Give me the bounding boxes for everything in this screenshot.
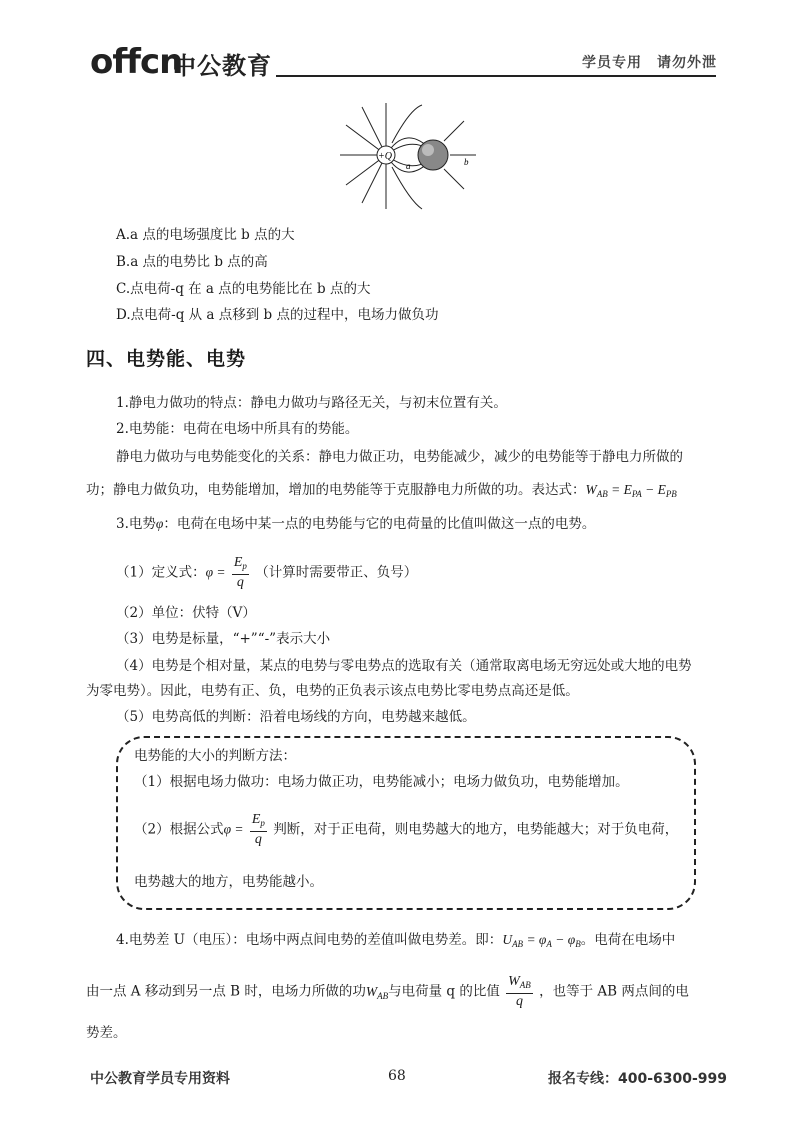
scalar-line: （3）电势是标量，“+”“-”表示大小 bbox=[116, 631, 331, 647]
section-title: 四、电势能、电势 bbox=[86, 348, 247, 370]
logo-offcn: offcn bbox=[90, 42, 183, 82]
electric-field-figure bbox=[340, 103, 480, 213]
voltage-line-3: 势差。 bbox=[86, 1025, 127, 1041]
logo-chinese: 中公教育 bbox=[172, 52, 272, 80]
page-number: 68 bbox=[388, 1068, 406, 1084]
tip-fraction-ep-q: $\frac{E_p}{q}$ bbox=[251, 812, 265, 847]
option-c: C.点电荷-q 在 a 点的电势能比在 b 点的大 bbox=[116, 281, 371, 297]
tip-title: 电势能的大小的判断方法： bbox=[134, 748, 296, 764]
header-tag: 学员专用 请勿外泄 bbox=[582, 55, 717, 71]
voltage-line-1: 4.电势差 U（电压）：电场中两点间电势的差值叫做电势差。即：$U_{AB} = \varphi_A - \varphi_B$。电荷在电场中 bbox=[116, 932, 676, 949]
phi-symbol: φ bbox=[155, 516, 164, 531]
judge-line: （5）电势高低的判断：沿着电场线的方向，电势越来越低。 bbox=[116, 709, 476, 725]
option-b: B.a 点的电势比 b 点的高 bbox=[116, 254, 268, 270]
tip-method-2: （2）根据公式φ = $\frac{E_p}{q}$ 判断，对于正电荷，则电势越大的地方，电势能越大；对于负电荷， bbox=[134, 812, 679, 847]
voltage-formula: $U_{AB} = \varphi_A - \varphi_B$ bbox=[502, 932, 581, 949]
option-d: D.点电荷-q 从 a 点移到 b 点的过程中，电场力做负功 bbox=[116, 307, 439, 323]
point-a-label: a bbox=[406, 161, 411, 171]
paragraph-potential: 3.电势φ：电荷在电场中某一点的电势能与它的电荷量的比值叫做这一点的电势。 bbox=[116, 516, 596, 532]
sphere-highlight bbox=[422, 144, 434, 156]
fraction-ep-q: $\frac{E_p}{q}$ bbox=[233, 555, 247, 590]
charge-label: +Q bbox=[378, 151, 392, 162]
definition-formula: （1）定义式：φ = $\frac{E_p}{q}$ （计算时需要带正、负号） bbox=[116, 555, 418, 590]
option-a: A.a 点的电场强度比 b 点的大 bbox=[116, 227, 295, 243]
field-lines bbox=[340, 103, 476, 209]
paragraph-relation-1: 静电力做功与电势能变化的关系：静电力做正功，电势能减少，减少的电势能等于静电力所做的 bbox=[116, 449, 683, 465]
unit-line: （2）单位：伏特（V） bbox=[116, 605, 256, 621]
footer-hotline: 报名专线：400-6300-999 bbox=[548, 1071, 728, 1087]
tip-method-1: （1）根据电场力做功：电场力做正功，电势能减小；电场力做负功，电势能增加。 bbox=[134, 774, 629, 790]
point-b-label: b bbox=[464, 157, 469, 167]
conducting-sphere bbox=[418, 140, 448, 170]
work-formula: $W_{AB} = E_{PA} - E_{PB}$ bbox=[585, 482, 677, 499]
tip-method-2-cont: 电势越大的地方，电势能越小。 bbox=[134, 874, 323, 890]
voltage-line-2: 由一点 A 移动到另一点 B 时，电场力所做的功$W_{AB}$与电荷量 q 的比值 $\frac{W_{AB}}{q}$ ，也等于 AB 两点间的电 bbox=[86, 974, 689, 1009]
relation-text: 功；静电力做负功，电势能增加，增加的电势能等于克服静电力所做的功。表达式： bbox=[86, 482, 586, 498]
paragraph-work-feature: 1.静电力做功的特点：静电力做功与路径无关，与初末位置有关。 bbox=[116, 395, 507, 411]
relative-line-2: 为零电势）。因此，电势有正、负，电势的正负表示该点电势比零电势点高还是低。 bbox=[86, 683, 579, 699]
header-divider bbox=[276, 75, 716, 77]
relative-line-1: （4）电势是个相对量，某点的电势与零电势点的选取有关（通常取离电场无穷远处或大地的电势 bbox=[116, 658, 692, 674]
paragraph-relation-2 bbox=[86, 480, 677, 504]
paragraph-potential-energy: 2.电势能：电荷在电场中所具有的势能。 bbox=[116, 421, 359, 437]
footer-left: 中公教育学员专用资料 bbox=[90, 1071, 230, 1087]
fraction-w-q: $\frac{W_{AB}}{q}$ bbox=[508, 974, 531, 1009]
